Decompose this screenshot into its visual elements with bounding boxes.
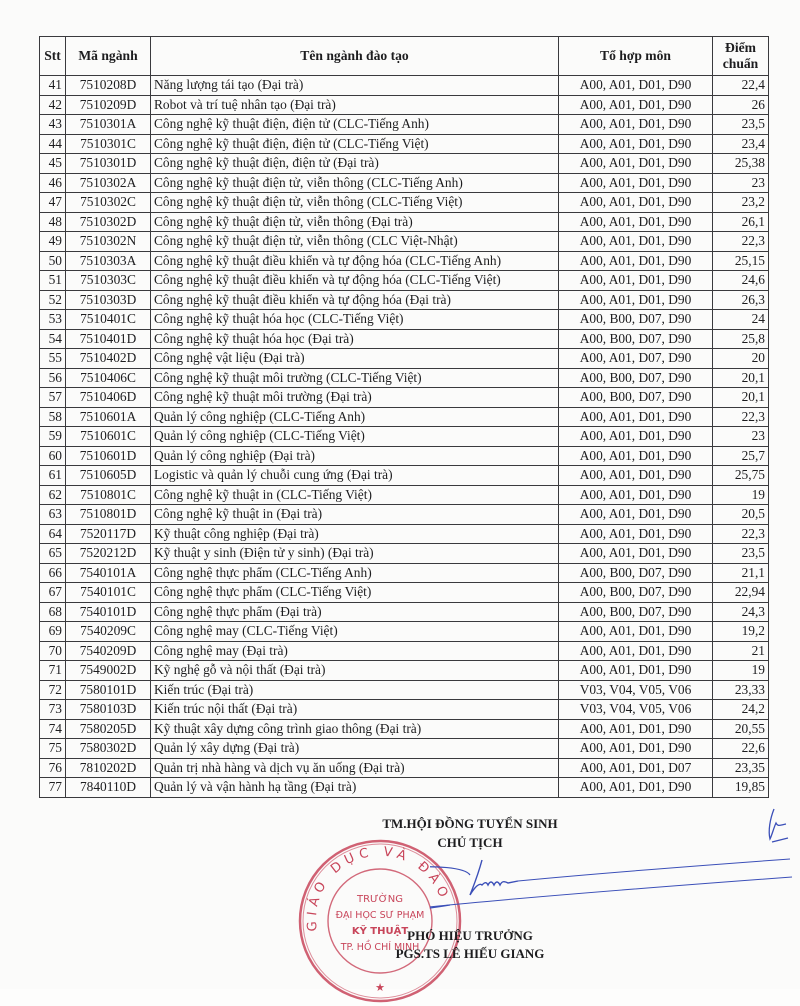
row-major-code: 7580101D — [66, 680, 151, 700]
row-stt: 63 — [40, 505, 66, 525]
table-row — [40, 251, 769, 271]
chair-label: CHỦ TỊCH — [437, 835, 503, 850]
row-benchmark-score: 19,85 — [713, 778, 769, 798]
table-row — [40, 446, 769, 466]
row-major-code: 7580205D — [66, 719, 151, 739]
row-major-name: Công nghệ may (Đại trà) — [151, 641, 559, 661]
row-stt: 53 — [40, 310, 66, 330]
row-stt: 51 — [40, 271, 66, 291]
row-subject-combination: A00, A01, D01, D90 — [559, 661, 713, 681]
row-stt: 49 — [40, 232, 66, 252]
row-major-name: Công nghệ kỹ thuật điện, điện tử (Đại trà) — [151, 154, 559, 174]
row-subject-combination: A00, A01, D01, D90 — [559, 212, 713, 232]
row-major-name: Kỹ nghệ gỗ và nội thất (Đại trà) — [151, 661, 559, 681]
row-major-code: 7510301D — [66, 154, 151, 174]
row-major-name: Quản lý công nghiệp (CLC-Tiếng Anh) — [151, 407, 559, 427]
header-stt: Stt — [40, 37, 66, 76]
row-subject-combination: A00, B00, D07, D90 — [559, 368, 713, 388]
row-subject-combination: A00, A01, D07, D90 — [559, 349, 713, 369]
row-major-code: 7580302D — [66, 739, 151, 759]
table-row — [40, 407, 769, 427]
signatory-name: PGS.TS LÊ HIẾU GIANG — [395, 946, 545, 961]
row-subject-combination: A00, B00, D07, D90 — [559, 310, 713, 330]
table-row — [40, 700, 769, 720]
table-row — [40, 368, 769, 388]
row-stt: 67 — [40, 583, 66, 603]
row-major-code: 7510302N — [66, 232, 151, 252]
table-row — [40, 154, 769, 174]
table-row — [40, 739, 769, 759]
row-stt: 70 — [40, 641, 66, 661]
row-stt: 52 — [40, 290, 66, 310]
row-benchmark-score: 23,4 — [713, 134, 769, 154]
row-major-code: 7520212D — [66, 544, 151, 564]
row-major-code: 7510801D — [66, 505, 151, 525]
row-benchmark-score: 24,3 — [713, 602, 769, 622]
row-subject-combination: A00, A01, D01, D90 — [559, 193, 713, 213]
vice-rector-title: PHÓ HIỆU TRƯỞNG — [407, 928, 533, 943]
row-major-name: Công nghệ thực phẩm (CLC-Tiếng Anh) — [151, 563, 559, 583]
row-stt: 75 — [40, 739, 66, 759]
svg-text:GIÁO DỤC VÀ ĐÀO: GIÁO DỤC VÀ ĐÀO — [304, 844, 453, 932]
row-subject-combination: A00, A01, D01, D90 — [559, 173, 713, 193]
table-row — [40, 505, 769, 525]
header-major-name: Tên ngành đào tạo — [151, 37, 559, 76]
row-major-name: Công nghệ may (CLC-Tiếng Việt) — [151, 622, 559, 642]
row-benchmark-score: 20,5 — [713, 505, 769, 525]
table-row — [40, 290, 769, 310]
row-subject-combination: A00, B00, D07, D90 — [559, 583, 713, 603]
row-major-name: Công nghệ kỹ thuật điện tử, viễn thông (Đại trà) — [151, 212, 559, 232]
table-row — [40, 778, 769, 798]
row-major-code: 7549002D — [66, 661, 151, 681]
table-row — [40, 719, 769, 739]
row-subject-combination: A00, B00, D07, D90 — [559, 329, 713, 349]
header-score-line2: chuẩn — [722, 56, 759, 71]
row-benchmark-score: 26,1 — [713, 212, 769, 232]
row-stt: 74 — [40, 719, 66, 739]
row-major-name: Công nghệ kỹ thuật điện tử, viễn thông (CLC-Tiếng Việt) — [151, 193, 559, 213]
row-major-code: 7510303D — [66, 290, 151, 310]
row-major-code: 7510303C — [66, 271, 151, 291]
row-major-code: 7510601D — [66, 446, 151, 466]
table-row — [40, 466, 769, 486]
row-benchmark-score: 23,5 — [713, 544, 769, 564]
table-body — [40, 76, 769, 798]
row-major-name: Công nghệ kỹ thuật điện tử, viễn thông (CLC-Tiếng Anh) — [151, 173, 559, 193]
row-major-code: 7580103D — [66, 700, 151, 720]
header-score-line1: Điểm — [725, 40, 756, 55]
row-benchmark-score: 25,8 — [713, 329, 769, 349]
table-row — [40, 173, 769, 193]
row-subject-combination: A00, A01, D01, D90 — [559, 154, 713, 174]
row-major-name: Công nghệ kỹ thuật điều khiển và tự động hóa (Đại trà) — [151, 290, 559, 310]
row-subject-combination: A00, A01, D01, D90 — [559, 95, 713, 115]
table-row — [40, 680, 769, 700]
row-major-code: 7510402D — [66, 349, 151, 369]
row-benchmark-score: 22,4 — [713, 76, 769, 96]
row-stt: 65 — [40, 544, 66, 564]
row-subject-combination: A00, A01, D01, D90 — [559, 641, 713, 661]
row-stt: 42 — [40, 95, 66, 115]
header-benchmark-score — [713, 37, 769, 76]
row-major-name: Công nghệ kỹ thuật hóa học (CLC-Tiếng Việt) — [151, 310, 559, 330]
row-benchmark-score: 23,35 — [713, 758, 769, 778]
row-benchmark-score: 22,3 — [713, 232, 769, 252]
row-subject-combination: A00, A01, D01, D90 — [559, 622, 713, 642]
row-major-name: Công nghệ kỹ thuật điều khiển và tự động hóa (CLC-Tiếng Anh) — [151, 251, 559, 271]
row-stt: 69 — [40, 622, 66, 642]
row-subject-combination: A00, B00, D07, D90 — [559, 602, 713, 622]
table-row — [40, 349, 769, 369]
row-benchmark-score: 20,1 — [713, 368, 769, 388]
row-major-name: Công nghệ kỹ thuật điện, điện tử (CLC-Tiếng Anh) — [151, 115, 559, 135]
row-subject-combination: A00, A01, D01, D90 — [559, 739, 713, 759]
row-stt: 41 — [40, 76, 66, 96]
admission-scores-table — [39, 36, 769, 798]
svg-text:TRƯỜNG: TRƯỜNG — [357, 894, 403, 905]
row-stt: 66 — [40, 563, 66, 583]
row-subject-combination: A00, A01, D01, D90 — [559, 466, 713, 486]
row-subject-combination: A00, A01, D01, D90 — [559, 251, 713, 271]
row-benchmark-score: 24,6 — [713, 271, 769, 291]
row-subject-combination: V03, V04, V05, V06 — [559, 680, 713, 700]
row-benchmark-score: 25,7 — [713, 446, 769, 466]
table-row — [40, 115, 769, 135]
row-major-code: 7510301A — [66, 115, 151, 135]
row-stt: 72 — [40, 680, 66, 700]
row-major-name: Logistic và quản lý chuỗi cung ứng (Đại trà) — [151, 466, 559, 486]
row-stt: 56 — [40, 368, 66, 388]
table-row — [40, 641, 769, 661]
table-row — [40, 95, 769, 115]
row-major-code: 7510401D — [66, 329, 151, 349]
row-subject-combination: A00, A01, D01, D90 — [559, 485, 713, 505]
row-major-code: 7510401C — [66, 310, 151, 330]
row-major-code: 7510605D — [66, 466, 151, 486]
row-major-name: Robot và trí tuệ nhân tạo (Đại trà) — [151, 95, 559, 115]
row-benchmark-score: 26,3 — [713, 290, 769, 310]
row-benchmark-score: 23,5 — [713, 115, 769, 135]
table-row — [40, 661, 769, 681]
row-stt: 47 — [40, 193, 66, 213]
row-major-code: 7540101C — [66, 583, 151, 603]
row-major-code: 7510302A — [66, 173, 151, 193]
row-major-code: 7840110D — [66, 778, 151, 798]
row-major-name: Công nghệ thực phẩm (Đại trà) — [151, 602, 559, 622]
row-major-name: Quản lý xây dựng (Đại trà) — [151, 739, 559, 759]
row-stt: 45 — [40, 154, 66, 174]
council-label: TM.HỘI ĐỒNG TUYỂN SINH — [382, 816, 558, 831]
row-subject-combination: A00, B00, D07, D90 — [559, 388, 713, 408]
row-benchmark-score: 20,55 — [713, 719, 769, 739]
row-major-code: 7510406C — [66, 368, 151, 388]
table-row — [40, 329, 769, 349]
row-major-code: 7510302C — [66, 193, 151, 213]
table-row — [40, 76, 769, 96]
row-benchmark-score: 19 — [713, 661, 769, 681]
table-row — [40, 485, 769, 505]
row-benchmark-score: 22,94 — [713, 583, 769, 603]
svg-text:TP. HỒ CHÍ MINH: TP. HỒ CHÍ MINH — [340, 942, 420, 953]
table-row — [40, 583, 769, 603]
row-benchmark-score: 23 — [713, 427, 769, 447]
table-row — [40, 212, 769, 232]
initials-mark-icon — [764, 805, 794, 845]
row-subject-combination: V03, V04, V05, V06 — [559, 700, 713, 720]
row-major-code: 7510801C — [66, 485, 151, 505]
row-benchmark-score: 19 — [713, 485, 769, 505]
row-stt: 61 — [40, 466, 66, 486]
row-stt: 58 — [40, 407, 66, 427]
row-major-name: Quản trị nhà hàng và dịch vụ ăn uống (Đại trà) — [151, 758, 559, 778]
row-stt: 71 — [40, 661, 66, 681]
row-subject-combination: A00, A01, D01, D90 — [559, 271, 713, 291]
handwritten-signature-icon — [430, 855, 800, 925]
row-stt: 50 — [40, 251, 66, 271]
row-stt: 44 — [40, 134, 66, 154]
row-major-code: 7540101A — [66, 563, 151, 583]
row-major-name: Kiến trúc (Đại trà) — [151, 680, 559, 700]
row-benchmark-score: 21 — [713, 641, 769, 661]
row-benchmark-score: 21,1 — [713, 563, 769, 583]
row-stt: 62 — [40, 485, 66, 505]
table-row — [40, 524, 769, 544]
row-major-name: Quản lý và vận hành hạ tầng (Đại trà) — [151, 778, 559, 798]
row-subject-combination: A00, A01, D01, D90 — [559, 427, 713, 447]
svg-text:ĐẠI HỌC SƯ PHẠM: ĐẠI HỌC SƯ PHẠM — [335, 910, 425, 921]
table-row — [40, 134, 769, 154]
row-subject-combination: A00, A01, D01, D90 — [559, 290, 713, 310]
row-major-code: 7510208D — [66, 76, 151, 96]
row-benchmark-score: 23,33 — [713, 680, 769, 700]
row-benchmark-score: 22,3 — [713, 407, 769, 427]
svg-text:★: ★ — [375, 981, 385, 994]
row-subject-combination: A00, A01, D01, D07 — [559, 758, 713, 778]
row-major-name: Công nghệ kỹ thuật môi trường (Đại trà) — [151, 388, 559, 408]
row-stt: 76 — [40, 758, 66, 778]
row-subject-combination: A00, A01, D01, D90 — [559, 76, 713, 96]
row-stt: 54 — [40, 329, 66, 349]
row-major-name: Kỹ thuật xây dựng công trình giao thông (Đại trà) — [151, 719, 559, 739]
row-stt: 48 — [40, 212, 66, 232]
row-major-code: 7540209C — [66, 622, 151, 642]
row-stt: 73 — [40, 700, 66, 720]
svg-text:KỸ THUẬT: KỸ THUẬT — [351, 926, 409, 937]
row-major-code: 7510301C — [66, 134, 151, 154]
row-major-name: Kỹ thuật y sinh (Điện tử y sinh) (Đại trà) — [151, 544, 559, 564]
row-major-name: Công nghệ kỹ thuật môi trường (CLC-Tiếng Việt) — [151, 368, 559, 388]
row-major-name: Công nghệ kỹ thuật điều khiển và tự động hóa (CLC-Tiếng Việt) — [151, 271, 559, 291]
row-major-code: 7520117D — [66, 524, 151, 544]
row-subject-combination: A00, B00, D07, D90 — [559, 563, 713, 583]
row-benchmark-score: 25,75 — [713, 466, 769, 486]
row-stt: 60 — [40, 446, 66, 466]
official-seal-icon — [295, 836, 465, 1006]
row-major-name: Năng lượng tái tạo (Đại trà) — [151, 76, 559, 96]
row-subject-combination: A00, A01, D01, D90 — [559, 524, 713, 544]
row-benchmark-score: 24,2 — [713, 700, 769, 720]
row-major-name: Kỹ thuật công nghiệp (Đại trà) — [151, 524, 559, 544]
row-major-code: 7810202D — [66, 758, 151, 778]
row-major-name: Công nghệ thực phẩm (CLC-Tiếng Việt) — [151, 583, 559, 603]
row-stt: 43 — [40, 115, 66, 135]
row-major-name: Kiến trúc nội thất (Đại trà) — [151, 700, 559, 720]
row-major-code: 7540209D — [66, 641, 151, 661]
row-benchmark-score: 25,15 — [713, 251, 769, 271]
row-stt: 64 — [40, 524, 66, 544]
table-row — [40, 427, 769, 447]
row-subject-combination: A00, A01, D01, D90 — [559, 446, 713, 466]
row-major-code: 7510303A — [66, 251, 151, 271]
row-stt: 68 — [40, 602, 66, 622]
row-major-code: 7510209D — [66, 95, 151, 115]
table-row — [40, 232, 769, 252]
row-stt: 46 — [40, 173, 66, 193]
row-major-code: 7540101D — [66, 602, 151, 622]
row-stt: 59 — [40, 427, 66, 447]
row-benchmark-score: 22,6 — [713, 739, 769, 759]
row-major-name: Công nghệ kỹ thuật in (CLC-Tiếng Việt) — [151, 485, 559, 505]
table-row — [40, 602, 769, 622]
table-header-row — [40, 37, 769, 76]
row-benchmark-score: 26 — [713, 95, 769, 115]
row-major-name: Công nghệ kỹ thuật hóa học (Đại trà) — [151, 329, 559, 349]
row-benchmark-score: 23,2 — [713, 193, 769, 213]
row-major-code: 7510601C — [66, 427, 151, 447]
row-subject-combination: A00, A01, D01, D90 — [559, 134, 713, 154]
row-major-name: Công nghệ kỹ thuật điện, điện tử (CLC-Tiếng Việt) — [151, 134, 559, 154]
row-stt: 77 — [40, 778, 66, 798]
row-subject-combination: A00, A01, D01, D90 — [559, 407, 713, 427]
row-major-name: Quản lý công nghiệp (CLC-Tiếng Việt) — [151, 427, 559, 447]
row-major-name: Quản lý công nghiệp (Đại trà) — [151, 446, 559, 466]
table-row — [40, 193, 769, 213]
header-major-code: Mã ngành — [66, 37, 151, 76]
row-major-code: 7510406D — [66, 388, 151, 408]
row-stt: 55 — [40, 349, 66, 369]
row-benchmark-score: 22,3 — [713, 524, 769, 544]
table-row — [40, 544, 769, 564]
header-subject-combination: Tổ hợp môn — [559, 37, 713, 76]
table-row — [40, 271, 769, 291]
row-major-name: Công nghệ kỹ thuật in (Đại trà) — [151, 505, 559, 525]
table-row — [40, 388, 769, 408]
row-subject-combination: A00, A01, D01, D90 — [559, 544, 713, 564]
row-subject-combination: A00, A01, D01, D90 — [559, 505, 713, 525]
row-major-code: 7510302D — [66, 212, 151, 232]
table-row — [40, 758, 769, 778]
row-subject-combination: A00, A01, D01, D90 — [559, 232, 713, 252]
row-benchmark-score: 23 — [713, 173, 769, 193]
row-major-name: Công nghệ vật liệu (Đại trà) — [151, 349, 559, 369]
table-row — [40, 622, 769, 642]
row-major-name: Công nghệ kỹ thuật điện tử, viễn thông (CLC Việt-Nhật) — [151, 232, 559, 252]
row-subject-combination: A00, A01, D01, D90 — [559, 778, 713, 798]
row-benchmark-score: 25,38 — [713, 154, 769, 174]
row-major-code: 7510601A — [66, 407, 151, 427]
table-row — [40, 563, 769, 583]
row-benchmark-score: 24 — [713, 310, 769, 330]
row-subject-combination: A00, A01, D01, D90 — [559, 719, 713, 739]
row-benchmark-score: 19,2 — [713, 622, 769, 642]
table-row — [40, 310, 769, 330]
row-subject-combination: A00, A01, D01, D90 — [559, 115, 713, 135]
row-benchmark-score: 20,1 — [713, 388, 769, 408]
row-benchmark-score: 20 — [713, 349, 769, 369]
row-stt: 57 — [40, 388, 66, 408]
